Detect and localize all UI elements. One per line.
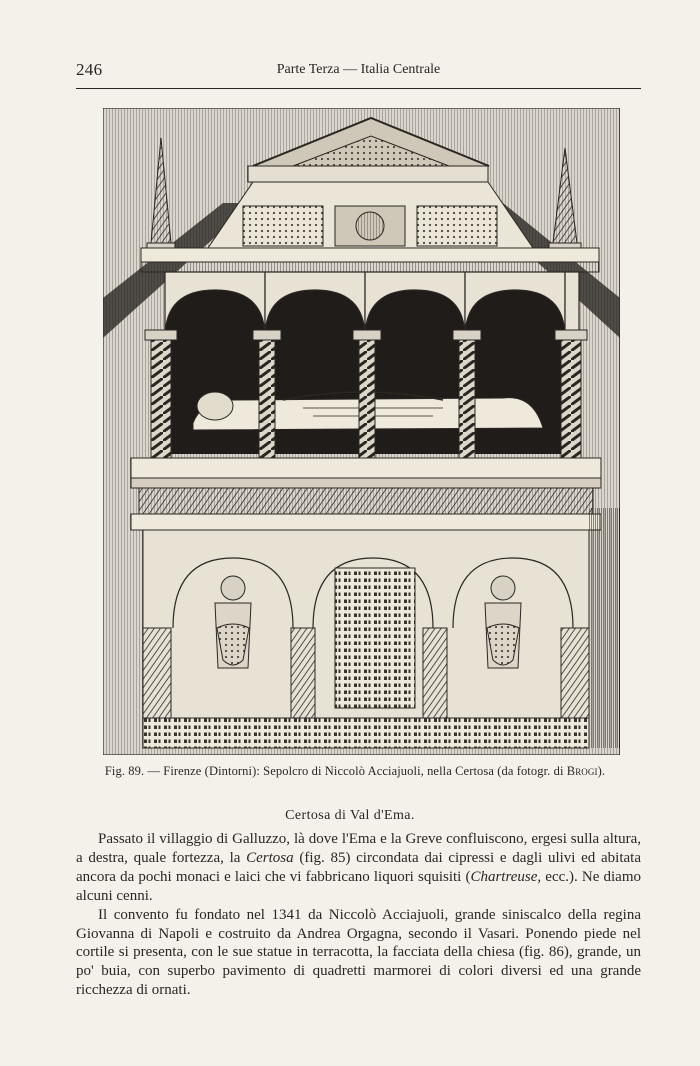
tomb-engraving-illustration xyxy=(103,108,620,755)
running-head xyxy=(76,60,641,84)
figure-caption xyxy=(60,764,650,779)
section-heading: Certosa di Val d'Ema. xyxy=(285,808,415,823)
caption-photographer: Brogi xyxy=(566,764,598,778)
tomb-engraving-figure xyxy=(103,108,620,755)
caption-end: ). xyxy=(597,764,606,778)
page-number: 246 xyxy=(76,60,103,79)
certosa-emphasis: Certosa xyxy=(246,849,294,866)
chartreuse-emphasis: Chartreuse xyxy=(470,868,538,885)
paragraph-1-text-b: (fig. 85) circondata dai cipressi e dagli ulivi ed abitata ancora da pochi monaci e laici che vi fabbricano liquori squisiti ( xyxy=(76,849,641,885)
caption-main: Fig. 89. — Firenze (Dintorni): Sepolcro di Niccolò Acciajuoli, nella Certosa (da fotogr. di xyxy=(104,764,564,778)
paragraph-2: Il convento fu fondato nel 1341 da Niccolò Acciajuoli, grande siniscalco della regina Giovanna di Napoli e costruito da Andrea Orgagna, secondo il Vasari. Ponendo piede nel cortile si presenta, con le sue statue in terracotta, la facciata della chiesa (fig. 86), grande, un po' buia, con superbo pavimento di quadretti marmorei di colori diversi ed una grande ricchezza di ornati. xyxy=(76,906,641,999)
paragraph-1-text-a: Passato il villaggio di Galluzzo, là dove l'Ema e la Greve confluiscono, ergesi sulla altura, a destra, quale fortezza, la xyxy=(76,831,641,866)
body-text xyxy=(76,830,641,1000)
paragraph-1 xyxy=(76,830,641,906)
paragraph-1-text-c: , ecc.). Ne diamo alcuni cenni. xyxy=(76,868,641,904)
header-rule xyxy=(76,88,641,89)
running-title: Parte Terza — Italia Centrale xyxy=(276,62,441,77)
